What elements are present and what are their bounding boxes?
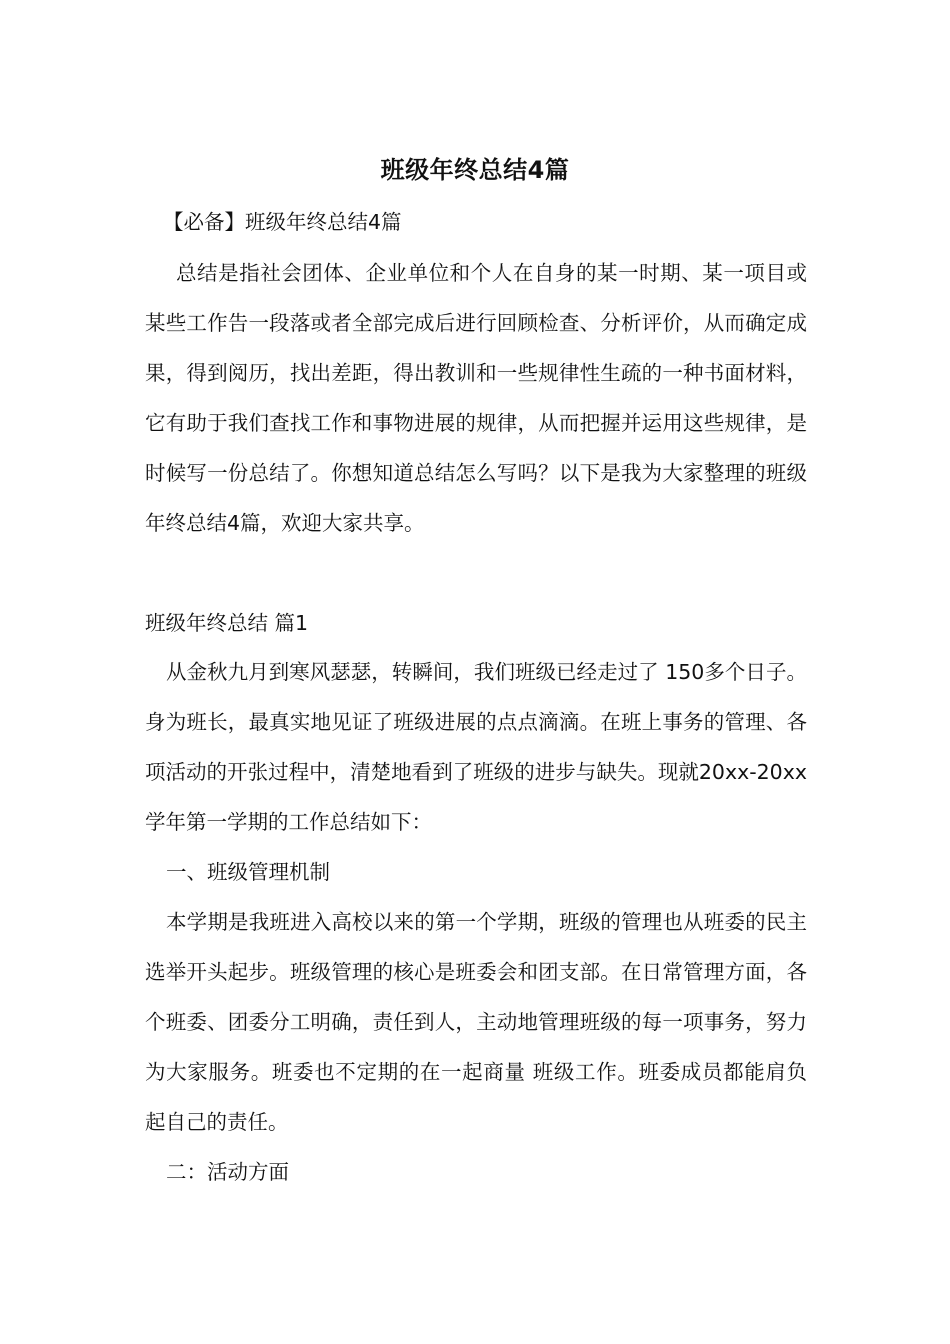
- intro-section: [145, 248, 807, 548]
- intro-paragraph: 总结是指社会团体、企业单位和个人在自身的某一时期、某一项目或某些工作告一段落或者全部完成后进行回顾检查、分析评价，从而确定成果，得到阅历，找出差距，得出教训和一些规律性生疏的一种书面材料，它有助于我们查找工作和事物进展的规律，从而把握并运用这些规律，是时候写一份总结了。你想知道总结怎么写吗？以下是我为大家整理的班级年终总结4篇，欢迎大家共享。: [145, 261, 807, 535]
- chapter-paragraph-2: 本学期是我班进入高校以来的第一个学期，班级的管理也从班委的民主选举开头起步。班级管理的核心是班委会和团支部。在日常管理方面，各个班委、团委分工明确，责任到人，主动地管理班级的每一项事务，努力为大家服务。班委也不定期的在一起商量 班级工作。班委成员都能肩负起自己的责任。: [145, 910, 807, 1134]
- document-title: 班级年终总结4篇: [380, 156, 570, 184]
- chapter-body: [145, 647, 807, 1197]
- section-title-management: 一、班级管理机制: [166, 860, 330, 884]
- chapter-heading: 班级年终总结 篇1: [145, 611, 309, 635]
- document-tag-line: 【必备】班级年终总结4篇: [163, 210, 402, 234]
- section-title-activities: 二：活动方面: [166, 1160, 289, 1184]
- chapter-paragraph-1: 从金秋九月到寒风瑟瑟，转瞬间，我们班级已经走过了 150多个日子。身为班长，最真实地见证了班级进展的点点滴滴。在班上事务的管理、各项活动的开张过程中，清楚地看到了班级的进步与缺失。现就20xx-20xx学年第一学期的工作总结如下：: [145, 660, 807, 834]
